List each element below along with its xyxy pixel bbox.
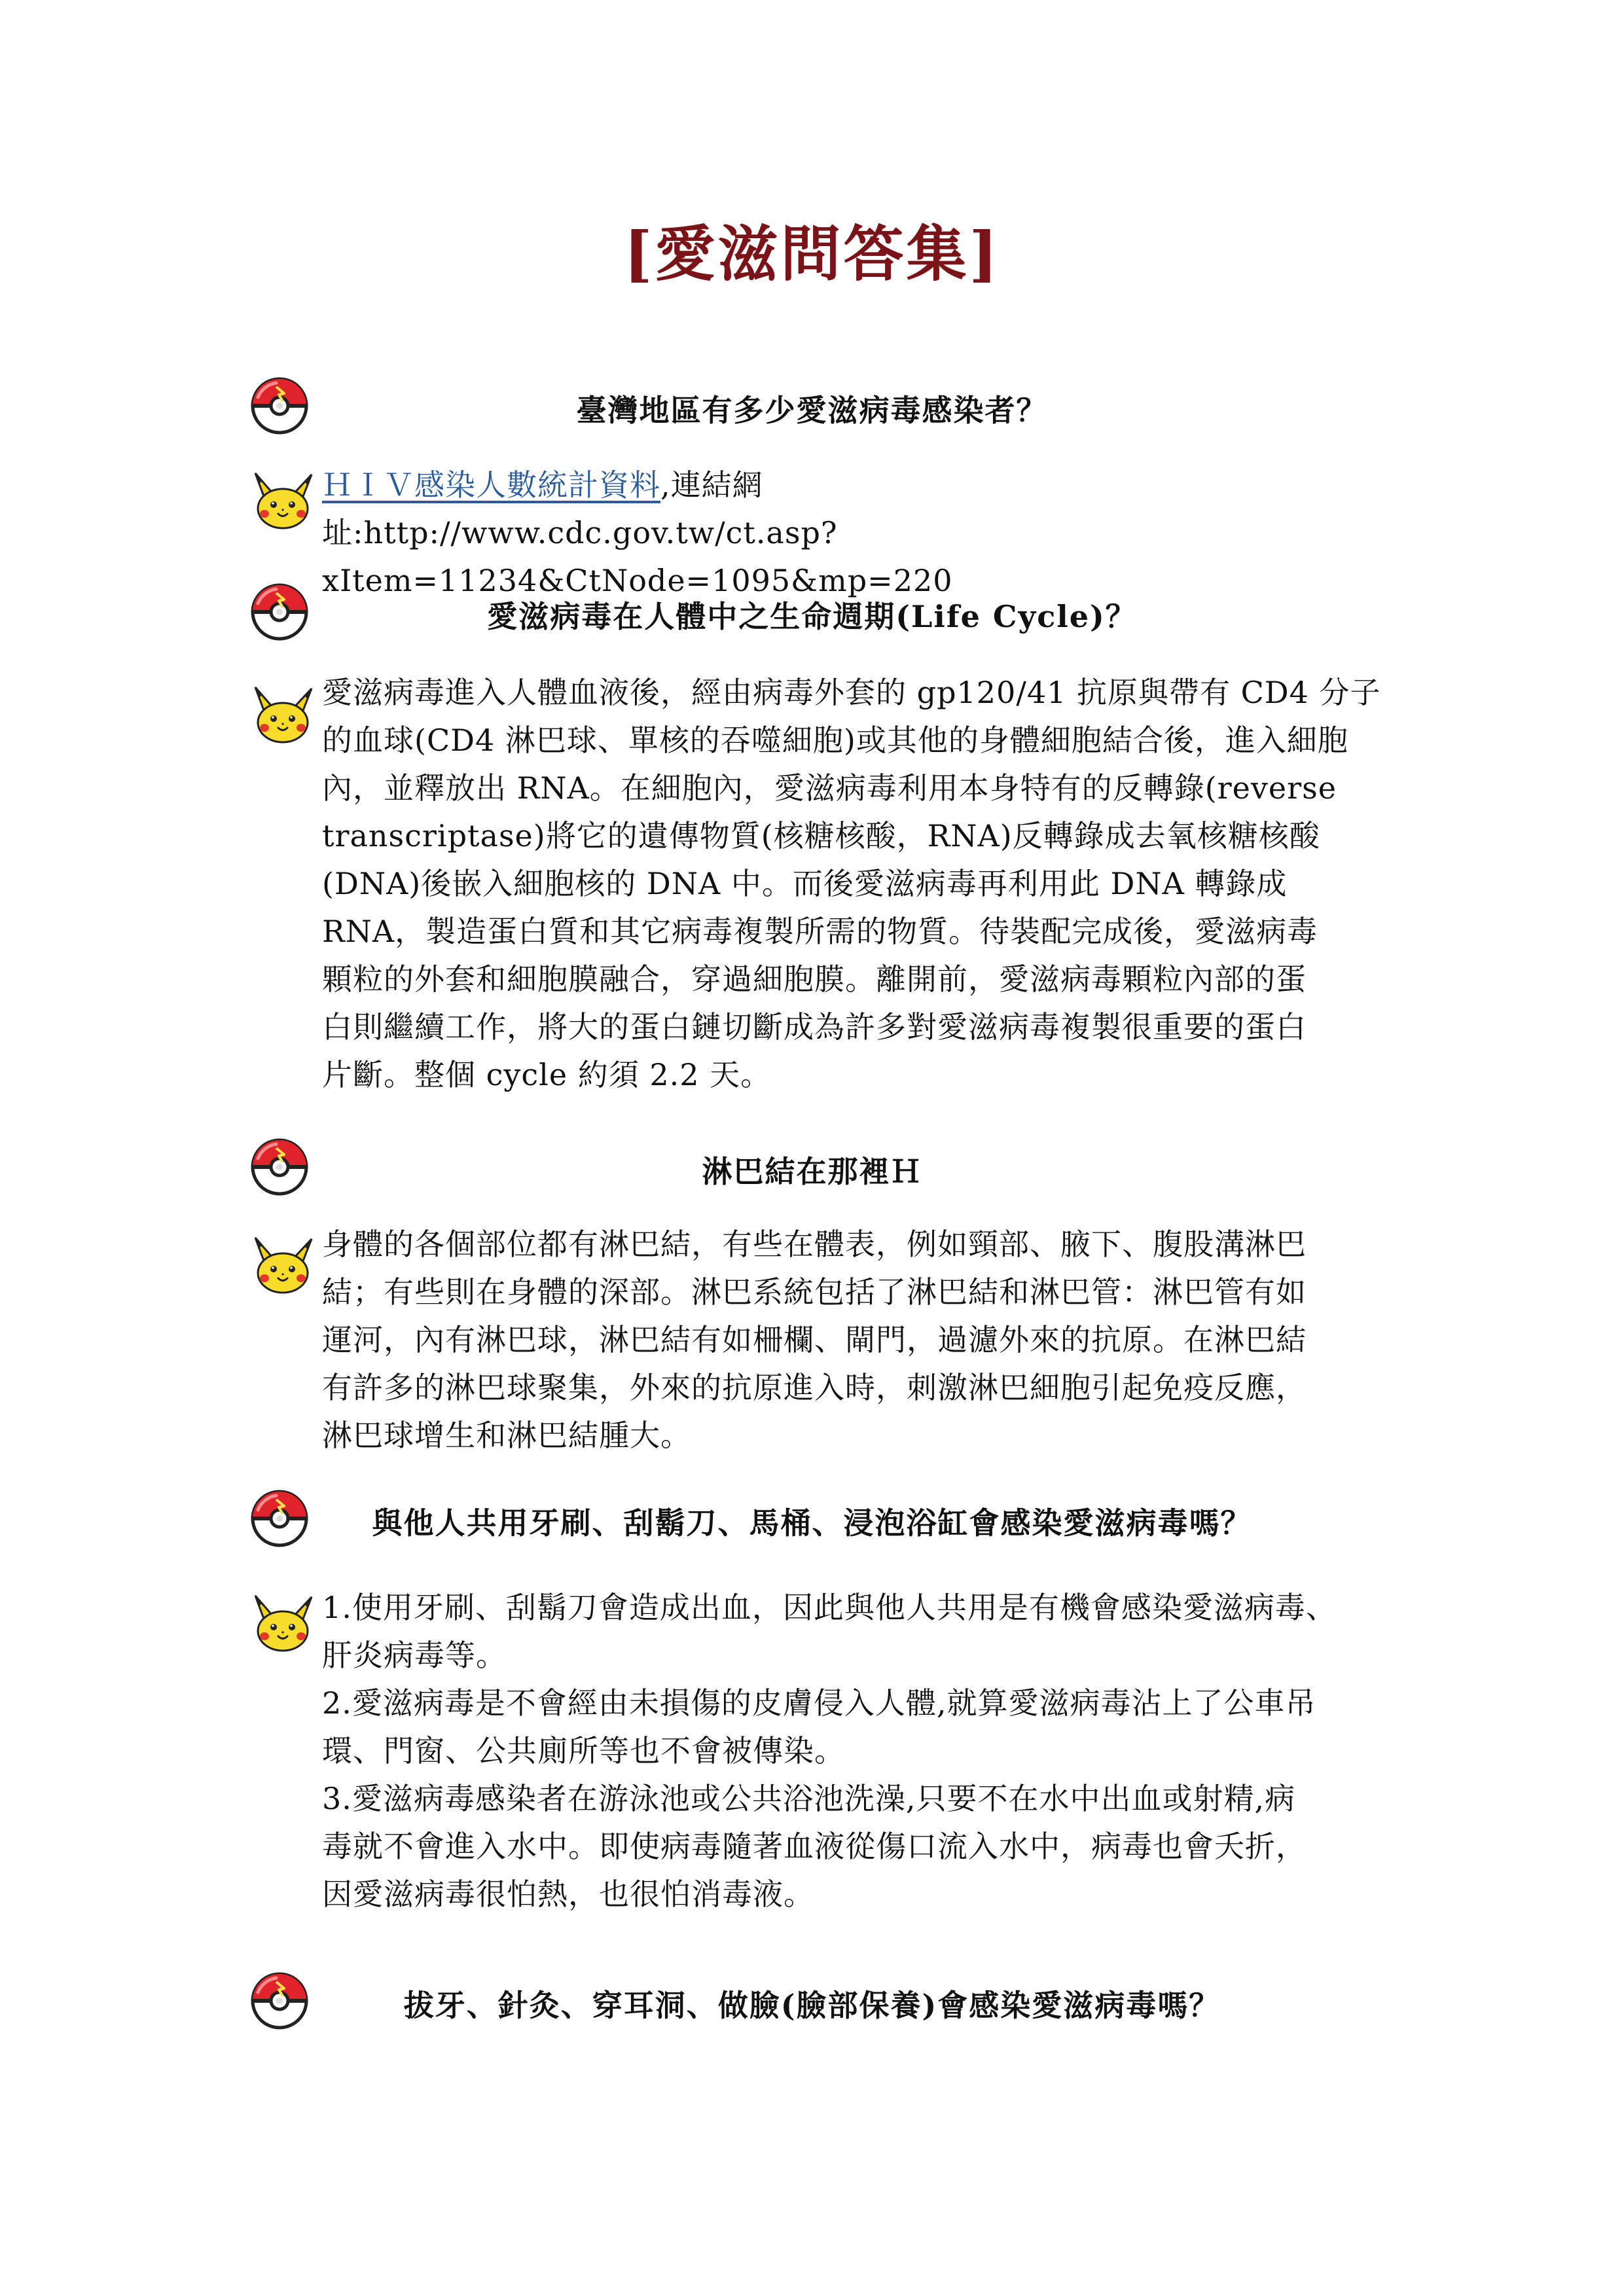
answer-1 bbox=[250, 461, 1396, 598]
answer-line: 2.愛滋病毒是不會經由未損傷的皮膚侵入人體,就算愛滋病毒沾上了公車吊 bbox=[322, 1685, 1316, 1721]
question-text: 愛滋病毒在人體中之生命週期(Life Cycle)？ bbox=[487, 599, 1137, 634]
question-text: 拔牙、針灸、穿耳洞、做臉(臉部保養)會感染愛滋病毒嗎？ bbox=[403, 1988, 1221, 2023]
answer-line: 肝炎病毒等。 bbox=[322, 1638, 507, 1673]
answer-4 bbox=[250, 1584, 1396, 1924]
answer-line: 白則繼續工作，將大的蛋白鏈切斷成為許多對愛滋病毒複製很重要的蛋白 bbox=[322, 1009, 1307, 1045]
answer-text bbox=[322, 1584, 1396, 1918]
answer-line: 身體的各個部位都有淋巴結，有些在體表，例如頸部、腋下、腹股溝淋巴 bbox=[322, 1227, 1307, 1262]
question-5 bbox=[0, 1971, 1624, 2043]
answer-3 bbox=[250, 1221, 1396, 1469]
pikachu-icon bbox=[250, 468, 316, 531]
pikachu-icon bbox=[250, 682, 316, 745]
answer-text bbox=[322, 669, 1396, 1099]
question-4 bbox=[0, 1489, 1624, 1561]
hiv-statistics-link[interactable]: ＨＩＶ感染人數統計資料 bbox=[322, 467, 660, 503]
answer-line: 運河，內有淋巴球，淋巴結有如柵欄、閘門，過濾外來的抗原。在淋巴結 bbox=[322, 1322, 1307, 1357]
answer-2 bbox=[250, 669, 1396, 1107]
answer-line: 環、門窗、公共廁所等也不會被傳染。 bbox=[322, 1733, 845, 1768]
question-text: 臺灣地區有多少愛滋病毒感染者？ bbox=[576, 393, 1048, 428]
answer-line: (DNA)後嵌入細胞核的 DNA 中。而後愛滋病毒再利用此 DNA 轉錄成 bbox=[322, 866, 1288, 901]
pikachu-icon bbox=[250, 1232, 316, 1295]
answer-line: 有許多的淋巴球聚集，外來的抗原進入時，刺激淋巴細胞引起免疫反應， bbox=[322, 1370, 1307, 1405]
answer-line: 顆粒的外套和細胞膜融合，穿過細胞膜。離開前，愛滋病毒顆粒內部的蛋 bbox=[322, 961, 1307, 997]
answer-line: RNA，製造蛋白質和其它病毒複製所需的物質。待裝配完成後，愛滋病毒 bbox=[322, 914, 1318, 949]
answer-line: 因愛滋病毒很怕熱，也很怕消毒液。 bbox=[322, 1876, 814, 1912]
question-3 bbox=[0, 1138, 1624, 1210]
answer-line: 的血球(CD4 淋巴球、單核的吞噬細胞)或其他的身體細胞結合後，進入細胞 bbox=[322, 723, 1348, 758]
answer-text bbox=[322, 1221, 1396, 1460]
answer-line: 址:http://www.cdc.gov.tw/ct.asp?xItem=11234&CtNode=1095&mp=220 bbox=[322, 515, 953, 598]
answer-line: 愛滋病毒進入人體血液後，經由病毒外套的 gp120/41 抗原與帶有 CD4 分子 bbox=[322, 675, 1381, 710]
question-text: 淋巴結在那裡Ｈ bbox=[702, 1154, 922, 1189]
question-1 bbox=[0, 376, 1624, 448]
answer-line: 淋巴球增生和淋巴結腫大。 bbox=[322, 1418, 691, 1453]
question-2 bbox=[0, 583, 1624, 655]
answer-line: 1.使用牙刷、刮鬍刀會造成出血，因此與他人共用是有機會感染愛滋病毒、 bbox=[322, 1590, 1337, 1625]
answer-line: 內，並釋放出 RNA。在細胞內，愛滋病毒利用本身特有的反轉錄(reverse bbox=[322, 770, 1337, 806]
page-title: [愛滋問答集] bbox=[623, 219, 1001, 289]
answer-line: ,連結網 bbox=[660, 467, 763, 503]
answer-line: transcriptase)將它的遺傳物質(核糖核酸，RNA)反轉錄成去氧核糖核酸 bbox=[322, 818, 1320, 853]
answer-line: 片斷。整個 cycle 約須 2.2 天。 bbox=[322, 1057, 772, 1092]
answer-line: 毒就不會進入水中。即使病毒隨著血液從傷口流入水中，病毒也會夭折， bbox=[322, 1829, 1307, 1864]
question-text: 與他人共用牙刷、刮鬍刀、馬桶、浸泡浴缸會感染愛滋病毒嗎？ bbox=[372, 1505, 1252, 1541]
pikachu-icon bbox=[250, 1590, 316, 1653]
answer-line: 3.愛滋病毒感染者在游泳池或公共浴池洗澡,只要不在水中出血或射精,病 bbox=[322, 1781, 1296, 1816]
answer-line: 結；有些則在身體的深部。淋巴系統包括了淋巴結和淋巴管：淋巴管有如 bbox=[322, 1274, 1307, 1310]
